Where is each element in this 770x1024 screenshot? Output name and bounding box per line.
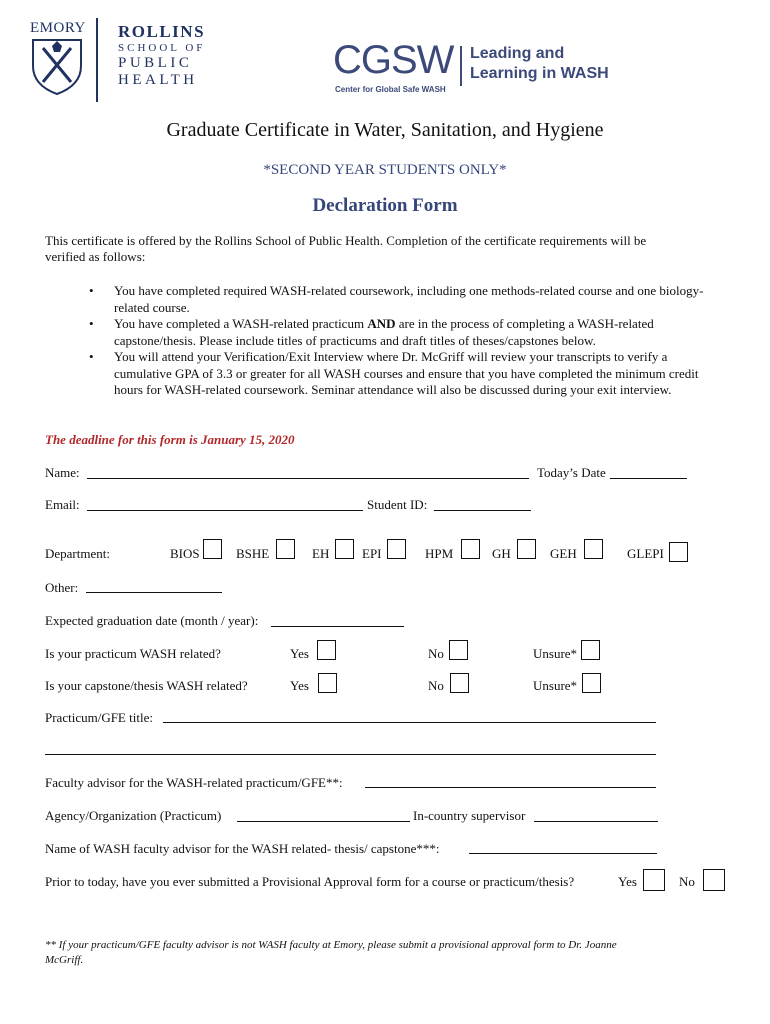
bullet-glyph: • (89, 283, 94, 298)
second-year-notice: *SECOND YEAR STUDENTS ONLY* (263, 162, 507, 178)
emory-wordmark: EMORY (30, 20, 86, 36)
dept-bios-checkbox[interactable] (203, 539, 222, 559)
todays-date-input-line[interactable] (610, 478, 687, 479)
capstone-unsure-label: Unsure* (533, 678, 578, 693)
agency-input-line[interactable] (237, 821, 410, 822)
dept-eh-label: EH (312, 546, 330, 561)
provisional-no-checkbox[interactable] (703, 869, 725, 891)
rollins-line4: HEALTH (118, 72, 198, 88)
dept-geh-checkbox[interactable] (584, 539, 603, 559)
rollins-line3: PUBLIC (118, 55, 193, 71)
dept-hpm-label: HPM (425, 546, 454, 561)
page-title: Graduate Certificate in Water, Sanitation, and Hygiene (166, 119, 604, 141)
footnote-line-1: ** If your practicum/GFE faculty advisor is not WASH faculty at Emory, please submit a provisional approval form to Dr. Joanne (45, 939, 617, 951)
dept-glepi-checkbox[interactable] (669, 542, 688, 562)
capstone-yes-checkbox[interactable] (318, 673, 337, 693)
bullet-glyph: • (89, 316, 94, 331)
dept-gh-label: GH (492, 546, 511, 561)
footnote-line-2: McGriff. (45, 954, 84, 966)
dept-gh-checkbox[interactable] (517, 539, 536, 559)
capstone-no-checkbox[interactable] (450, 673, 469, 693)
cgsw-tagline-2: Learning in WASH (470, 65, 609, 82)
capstone-no-label: No (428, 678, 444, 693)
incountry-supervisor-input-line[interactable] (534, 821, 658, 822)
practicum-title-label: Practicum/GFE title: (45, 710, 153, 725)
logo-divider (96, 18, 98, 102)
requirement-item: • You have completed a WASH-related practicum AND are in the process of completing a WASH-related capstone/thesis. Please include titles of practicums and draft titles of theses/capstones below. (89, 316, 654, 348)
faculty-advisor-input-line[interactable] (365, 787, 656, 788)
dept-bios-label: BIOS (170, 546, 200, 561)
requirements-list (89, 283, 719, 399)
cgsw-divider (460, 46, 462, 86)
todays-date-label: Today’s Date (537, 465, 606, 480)
dept-epi-label: EPI (362, 546, 382, 561)
provisional-question: Prior to today, have you ever submitted a Provisional Approval form for a course or practicum/thesis? (45, 874, 575, 889)
cgsw-tagline-1: Leading and (470, 45, 565, 62)
practicum-question: Is your practicum WASH related? (45, 646, 221, 661)
email-label: Email: (45, 497, 80, 512)
grad-date-input-line[interactable] (271, 626, 404, 627)
name-input-line[interactable] (87, 478, 529, 479)
rollins-line2: SCHOOL OF (118, 42, 206, 54)
practicum-no-checkbox[interactable] (449, 640, 468, 660)
requirement-item: • You have completed required WASH-related coursework, including one methods-related course and one biology-related course. (89, 283, 704, 315)
intro-line-2: verified as follows: (45, 249, 146, 264)
dept-epi-checkbox[interactable] (387, 539, 406, 559)
bullet-glyph: • (89, 349, 94, 364)
practicum-yes-checkbox[interactable] (317, 640, 336, 660)
other-input-line[interactable] (86, 592, 222, 593)
capstone-unsure-checkbox[interactable] (582, 673, 601, 693)
dept-glepi-label: GLEPI (627, 546, 664, 561)
deadline-notice: The deadline for this form is January 15, 2020 (45, 432, 295, 447)
form-title: Declaration Form (312, 195, 458, 216)
dept-bshe-checkbox[interactable] (276, 539, 295, 559)
emory-shield-icon (30, 38, 84, 96)
capstone-yes-label: Yes (290, 678, 309, 693)
wash-faculty-advisor-input-line[interactable] (469, 853, 657, 854)
intro-line-1: This certificate is offered by the Rollins School of Public Health. Completion of the certificate requirements will be (45, 233, 647, 248)
provisional-no-label: No (679, 874, 695, 889)
practicum-no-label: No (428, 646, 444, 661)
provisional-yes-checkbox[interactable] (643, 869, 665, 891)
rollins-line1: ROLLINS (118, 22, 206, 41)
department-label: Department: (45, 546, 110, 561)
practicum-unsure-label: Unsure* (533, 646, 578, 661)
wash-faculty-advisor-label: Name of WASH faculty advisor for the WASH related- thesis/ capstone***: (45, 841, 440, 856)
capstone-question: Is your capstone/thesis WASH related? (45, 678, 248, 693)
incountry-supervisor-label: In-country supervisor (413, 808, 526, 823)
agency-label: Agency/Organization (Practicum) (45, 808, 222, 823)
requirement-item: • You will attend your Verification/Exit Interview where Dr. McGriff will review your transcripts to verify a cumulative GPA of 3.3 or greater for all WASH courses and ensure that you have completed the minimum credit hours for WASH-related coursework. Seminar attendance will also be discussed during your exit interview. (89, 349, 699, 397)
cgsw-subtitle: Center for Global Safe WASH (335, 85, 446, 94)
faculty-advisor-label: Faculty advisor for the WASH-related practicum/GFE**: (45, 775, 343, 790)
practicum-title-input-line-2[interactable] (45, 754, 656, 755)
name-label: Name: (45, 465, 80, 480)
email-input-line[interactable] (87, 510, 363, 511)
student-id-input-line[interactable] (434, 510, 531, 511)
cgsw-wordmark: CGSW (333, 38, 454, 82)
dept-hpm-checkbox[interactable] (461, 539, 480, 559)
practicum-title-input-line[interactable] (163, 722, 656, 723)
provisional-yes-label: Yes (618, 874, 637, 889)
practicum-yes-label: Yes (290, 646, 309, 661)
dept-geh-label: GEH (550, 546, 577, 561)
dept-eh-checkbox[interactable] (335, 539, 354, 559)
student-id-label: Student ID: (367, 497, 428, 512)
dept-bshe-label: BSHE (236, 546, 270, 561)
practicum-unsure-checkbox[interactable] (581, 640, 600, 660)
other-label: Other: (45, 580, 79, 595)
grad-date-label: Expected graduation date (month / year): (45, 613, 259, 628)
